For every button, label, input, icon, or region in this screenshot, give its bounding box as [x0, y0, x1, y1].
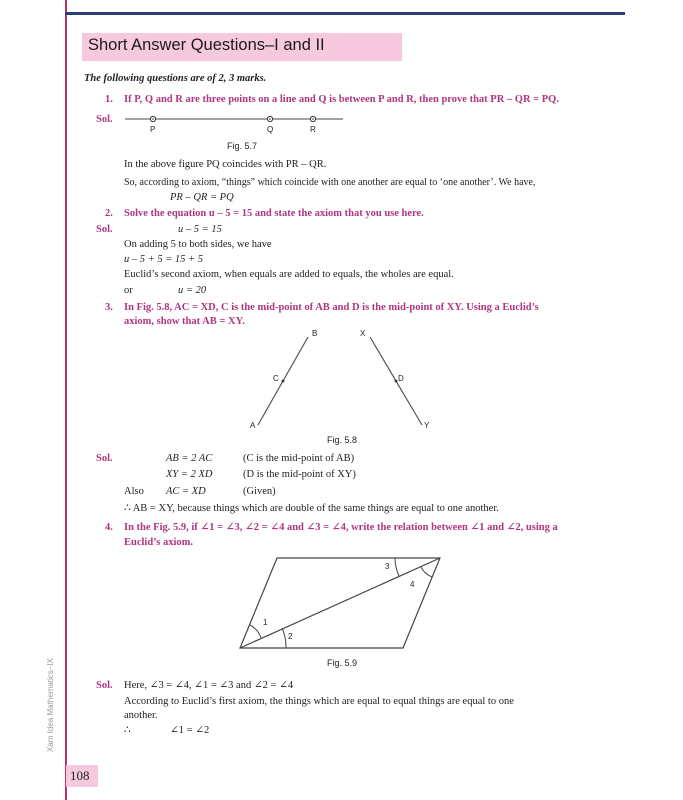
q1-sol-line-2: So, according to axiom, “things” which coincide with one another are equal to ‘one another’. We have,	[124, 177, 536, 188]
label-d: D	[398, 374, 404, 383]
q1-sol-line-3: PR – QR = PQ	[170, 192, 234, 203]
q4-result: ∠1 = ∠2	[170, 725, 210, 736]
label-b: B	[312, 329, 318, 338]
label-r: R	[310, 125, 316, 134]
label-c: C	[273, 374, 279, 383]
angle-label-3: 3	[385, 562, 390, 571]
q3-sol-label: Sol.	[96, 453, 113, 464]
page-number: 108	[66, 765, 98, 787]
q3-eq-1: AB = 2 AC	[166, 453, 213, 464]
angle-label-1: 1	[263, 618, 268, 627]
label-y: Y	[424, 421, 430, 430]
label-x: X	[360, 329, 366, 338]
angle-label-4: 4	[410, 580, 415, 589]
q2-sol-label: Sol.	[96, 224, 113, 235]
q3-conclusion: ∴ AB = XY, because things which are double of the same things are equal to one another.	[124, 503, 499, 514]
side-book-title: Xam Idea Mathematics–IX	[46, 658, 55, 752]
arc-angle-1	[250, 625, 261, 638]
q2-or-label: or	[124, 285, 133, 296]
q4-sol-line: Here, ∠3 = ∠4, ∠1 = ∠3 and ∠2 = ∠4	[124, 680, 294, 691]
q1-sol-label: Sol.	[96, 114, 113, 125]
q3-text-line-1: In Fig. 5.8, AC = XD, C is the mid-point of AB and D is the mid-point of XY. Using a Euclid’s	[124, 302, 539, 313]
q4-number: 4.	[105, 522, 113, 533]
arc-angle-3	[395, 558, 399, 576]
q1-text: If P, Q and R are three points on a line and Q is between P and R, then prove that PR – QR = PQ.	[124, 94, 559, 105]
q3-eq-3-note: (Given)	[243, 486, 276, 497]
q4-sol-label: Sol.	[96, 680, 113, 691]
q2-line-1: u – 5 = 15	[178, 224, 222, 235]
diagonal	[240, 558, 440, 648]
section-title: Short Answer Questions–I and II	[88, 36, 325, 54]
q3-number: 3.	[105, 302, 113, 313]
angle-label-2: 2	[288, 632, 293, 641]
arc-angle-4	[421, 567, 432, 577]
q4-text-line-1: In the Fig. 5.9, if ∠1 = ∠3, ∠2 = ∠4 and ∠3 = ∠4, write the relation between ∠1 and ∠2, using a	[124, 522, 558, 533]
q1-sol-line-1: In the above figure PQ coincides with PR – QR.	[124, 159, 327, 170]
q3-eq-2: XY = 2 XD	[166, 469, 213, 480]
label-a: A	[250, 421, 256, 430]
fig-5-7-caption: Fig. 5.7	[227, 141, 258, 151]
fig-5-8-caption: Fig. 5.8	[327, 435, 358, 445]
label-q: Q	[267, 125, 274, 134]
q2-text: Solve the equation u – 5 = 15 and state the axiom that you use here.	[124, 208, 424, 219]
q3-also-label: Also	[124, 486, 144, 497]
q3-text-line-2: axiom, show that AB = XY.	[124, 316, 245, 327]
q4-line-1: According to Euclid’s first axiom, the things which are equal to equal things are equal to one	[124, 696, 514, 707]
label-p: P	[150, 125, 156, 134]
q3-eq-3: AC = XD	[166, 486, 206, 497]
q2-line-2: On adding 5 to both sides, we have	[124, 239, 272, 250]
intro-text: The following questions are of 2, 3 marks.	[84, 73, 267, 84]
arc-angle-2	[282, 628, 286, 648]
q2-line-3: u – 5 + 5 = 15 + 5	[124, 254, 204, 265]
q3-eq-2-note: (D is the mid-point of XY)	[243, 469, 356, 480]
q4-line-2: another.	[124, 710, 158, 721]
q4-text-line-2: Euclid’s axiom.	[124, 537, 194, 548]
q4-therefore: ∴	[124, 725, 131, 736]
q3-eq-1-note: (C is the mid-point of AB)	[243, 453, 355, 464]
fig-5-9-caption: Fig. 5.9	[327, 658, 358, 668]
q2-line-4: Euclid’s second axiom, when equals are added to equals, the wholes are equal.	[124, 269, 454, 280]
q2-result: u = 20	[178, 285, 207, 296]
q1-number: 1.	[105, 94, 113, 105]
q2-number: 2.	[105, 208, 113, 219]
